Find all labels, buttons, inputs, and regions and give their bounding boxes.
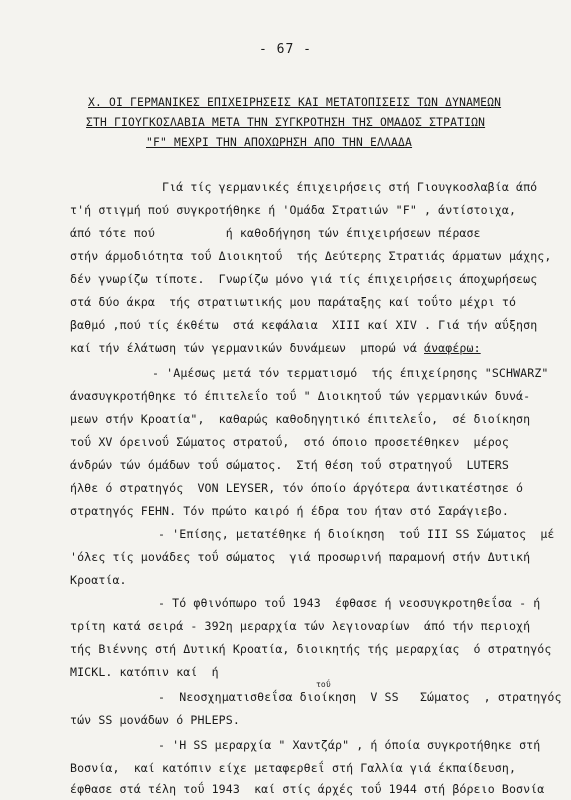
- body-line: Βοσνία, καί κατόπιν είχε μεταφερθεΐ στή Γαλλία γιά έκπαίδευση,: [70, 761, 517, 775]
- body-line: τρίτη κατά σειρά - 392η μεραρχία τών λεγιοναρίων άπό τήν περιοχή: [70, 619, 531, 633]
- body-line: δέν γνωρίζω τίποτε. Γνωρίζω μόνο γιά τίς έπιχειρήσεις άποχωρήσεως: [70, 272, 538, 286]
- body-line: βαθμό ,πού τίς έκθέτω στά κεφάλαια XIII καί XIV . Γιά τήν αΰξηση: [70, 318, 538, 332]
- body-text: καί τήν έλάτωση τών γερμανικών δυνάμεων μπορώ νά: [70, 341, 425, 355]
- body-line: MICKL. κατόπιν καί ή: [70, 665, 219, 679]
- underlined-word: άναφέρω:: [424, 341, 481, 355]
- body-line: Κροατία.: [70, 573, 127, 587]
- chapter-heading-line-1: Χ. ΟΙ ΓΕΡΜΑΝΙΚΕΣ ΕΠΙΧΕΙΡΗΣΕΙΣ ΚΑΙ ΜΕΤΑΤΟΠΙΣΕΙΣ ΤΩΝ ΔΥΝΑΜΕΩΝ: [88, 96, 502, 109]
- body-line: άνασυγκροτήθηκε τό έπιτελεΐο τοΰ " Διοικητοΰ τών γερμανικών δυνά-: [70, 389, 531, 403]
- body-line: τής Βιέννης στή Δυτική Κροατία, διοικητής τής μεραρχίας ό στρατηγός: [70, 642, 552, 656]
- body-line: έφθασε στά τέλη τοΰ 1943 καί στίς άρχές τοΰ 1944 στή βόρειο Βοσνία: [70, 782, 545, 796]
- body-line: στήν άρμοδιότητα τοΰ Διοικητοΰ τής Δεύτερης Στρατιάς άρματων μάχης,: [70, 249, 552, 263]
- chapter-heading-line-2: ΣΤΗ ΓΙΟΥΓΚΟΣΛΑΒΙΑ ΜΕΤΑ ΤΗΝ ΣΥΓΚΡΟΤΗΣΗ ΤΗΣ ΟΜΑΔΟΣ ΣΤΡΑΤΙΩΝ: [86, 116, 486, 129]
- page-number: - 67 -: [259, 42, 312, 57]
- interlinear-insertion: τοΰ: [316, 680, 331, 689]
- body-line: τών SS μονάδων ό PHLEPS.: [70, 713, 240, 727]
- body-line: - Τό φθινόπωρο τοΰ 1943 έφθασε ή νεοσυγκροτηθεΐσα - ή: [158, 596, 541, 610]
- body-line: ήλθε ό στρατηγός VON LEYSER, τόν όποίο άργότερα άντικατέστησε ό: [70, 481, 524, 495]
- body-line: τ'ή στιγμή πού συγκροτήθηκε ή 'Ομάδα Στρατιών "F" , άντίστοιχα,: [70, 203, 517, 217]
- body-line: - 'Αμέσως μετά τόν τερματισμό τής έπιχείρησης "SCHWARZ": [152, 366, 549, 380]
- body-line: - Νεοσχηματισθεΐσα διοίκηση V SS Σώματος , στρατηγός: [158, 690, 562, 704]
- body-line: τοΰ XV όρεινοΰ Σώματος στρατοΰ, στό όποιο προσετέθηκεν μέρος: [70, 435, 509, 449]
- body-line: μεων στήν Κροατία", καθαρώς καθοδηγητικό έπιτελεΐο, σέ διοίκηση: [70, 412, 531, 426]
- body-line: - 'Επίσης, μετατέθηκε ή διοίκηση τοΰ III SS Σώματος μέ: [158, 527, 555, 541]
- body-line: - 'Η SS μεραρχία " Χαντζάρ" , ή όποία συγκροτήθηκε στή: [158, 738, 541, 752]
- body-line: στρατηγός FEHN. Τόν πρώτο καιρό ή έδρα του ήταν στό Σαράγιεβο.: [70, 504, 509, 518]
- body-line: άπό τότε πού ή καθοδήγηση τών έπιχειρήσεων πέρασε: [70, 226, 481, 240]
- body-line: άνδρών τών όμάδων τοΰ σώματος. Στή θέση τοΰ στρατηγοΰ LUTERS: [70, 458, 509, 472]
- body-line: στά δύο άκρα τής στρατιωτικής μου παράταξης καί τοΰτο μέχρι τό: [70, 295, 517, 309]
- chapter-heading-line-3: "F" ΜΕΧΡΙ ΤΗΝ ΑΠΟΧΩΡΗΣΗ ΑΠΟ ΤΗΝ ΕΛΛΑΔΑ: [146, 136, 413, 149]
- body-line: 'όλες τίς μονάδες τοΰ σώματος γιά προσωρινή παραμονή στήν Δυτική: [70, 550, 531, 564]
- body-line: Γιά τίς γερμανικές έπιχειρήσεις στή Γιουγκοσλαβία άπό: [162, 180, 538, 194]
- body-line: [70, 341, 481, 355]
